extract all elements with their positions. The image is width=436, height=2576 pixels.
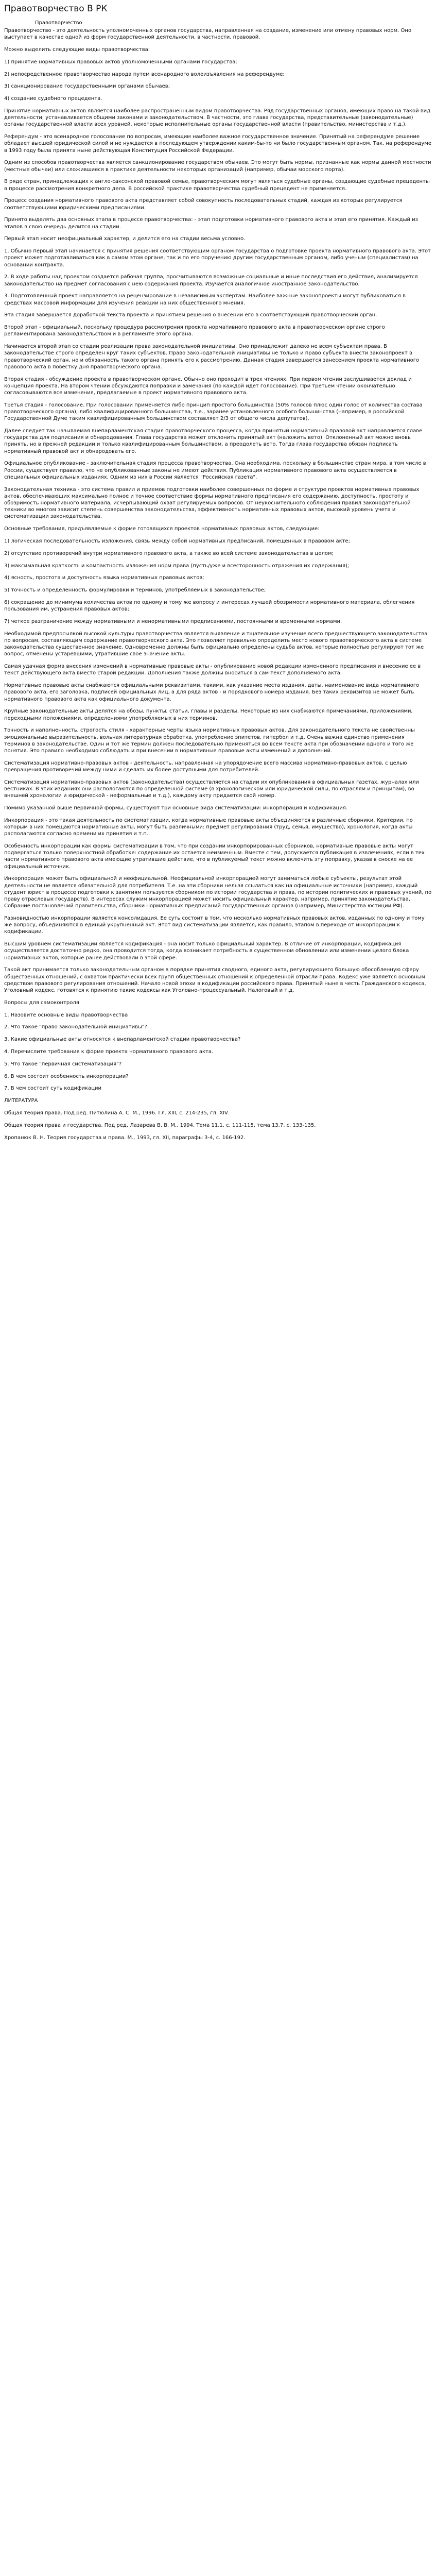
document-page (0, 0, 436, 1141)
paragraph: 4. Перечислите требования к форме проекта нормативного правового акта. (4, 1049, 214, 1055)
paragraph: Систематизация нормативно-правовых актов - деятельность, направленная на упорядочение всего массива нормативно-правовых актов, с целью превращения противоречий между ними и сделать их более доступными для потребителей. (4, 760, 407, 773)
paragraph: Одним из способов правотворчества является санкционирование государством обычаев. Это могут быть нормы, признанные как нормы данной местности (местные обычаи) или сложившиеся в практике деятельности некоторых организаций (например, обычаи морского порта). (4, 160, 431, 173)
paragraph: 1. Обычно первый этап начинается с принятия решения соответствующим органом государства о подготовке проекта нормативного правового акта. Этот проект может подготавливаться как в самом этом органе, так и по его поручению другим государственным органом, либо ученым (специалистам) на основании контракта. (4, 248, 431, 268)
paragraph: 1. Назовите основные виды правотворчества (4, 1012, 128, 1018)
paragraph: Принято выделять два основных этапа в процессе правотворчества: - этап подготовки нормативного правового акта и этап его принятия. Каждый из этапов в свою очередь делится на стадии. (4, 217, 418, 230)
paragraph: Процесс создания нормативного правового акта представляет собой совокупность последовательных стадий, каждая из которых регулируется соответствующими юридическими предписаниями. (4, 198, 403, 211)
paragraph: 4) ясность, простота и доступность языка нормативных правовых актов; (4, 575, 204, 581)
paragraph: Первый этап носит неофициальный характер, и делится его на стадии весьма условно. (4, 236, 246, 242)
paragraph: 3) максимальная краткость и компактность изложения норм права (пусть/уже и всесторонность отражения их содержания); (4, 563, 350, 569)
paragraph: 7. В чем состоит суть кодификации (4, 1086, 102, 1092)
paragraph: Вопросы для самоконтроля (4, 999, 79, 1006)
paragraph: Разновидностью инкорпорации является консолидация. Ее суть состоит в том, что несколько нормативных правовых актов, изданных по одному и тому же вопросу, объединяются в единый укрупненный акт. Этот вид систематизации является, как правило, этапом в переходе от инкорпорации к кодификации. (4, 916, 425, 935)
paragraph: Правотворчество - это деятельность уполномоченных органов государства, направленная на создание, изменение или отмену правовых норм. Оно выступает в качестве одной из форм государственной деятельности, в частности, правовой. (4, 28, 412, 41)
paragraph: Эта стадия завершается доработкой текста проекта и принятием решения о внесении его в соответствующий правотворческий орган. (4, 312, 377, 318)
paragraph: Высшим уровнем систематизации является кодификация - она носит только официальный характер. В отличие от инкорпорации, кодификация осуществляется достаточно редко, она проводится тогда, когда возникает потребность в существенном обновлении или изменении целого блока нормативных актов, которые ранее действовали в этой сфере. (4, 941, 409, 961)
paragraph: Нормативные правовые акты снабжаются официальными реквизитами, такими, как указание места издания, даты, наименование вида нормативного правового акта, его заголовка, подписей официальных лиц, а для ряда актов - и порядкового номера издания. Без таких реквизитов не может быть нормативного правового акта как официального документа. (4, 683, 420, 702)
paragraph: Законодательная техника - это система правил и приемов подготовки наиболее совершенных по форме и структуре проектов нормативных правовых актов, обеспечивающих максимально полное и точное соответствие формы нормативного предписания его содержанию, доступность, простоту и обозримость нормативного материала, исчерпывающий охват регулируемых вопросов. От неукоснительного соблюдения правил законодательной техники во многом зависит степень совершенства законодательства, эффективность нормативных правовых актов, высокий уровень учета и систематизации законодательства. (4, 486, 420, 520)
paragraph: Крупные законодательные акты делятся на обозы, пункты, статьи, главы и разделы. Некоторые из них снабжаются примечаниями, приложениями, переходными положениями, определениями употребляемых в них терминов. (4, 708, 413, 721)
paragraph: 3) санкционирование государственными органами обычаев; (4, 83, 170, 90)
paragraph: Вторая стадия - обсуждение проекта в правотворческом органе. Обычно оно проходит в трех чтениях. При первом чтении заслушивается доклад и концепция проекта. На втором чтении обсуждаются поправки и замечания (по каждой идет голосование). При третьем чтении окончательно согласовываются все изменения, предлагаемые в проект нормативного правового акта. (4, 376, 412, 396)
paragraph: Особенность инкорпорации как формы систематизации в том, что при создании инкорпорированных сборников, нормативные правовые акты могут подвергаться только поверхностной обработке: содержание их остается неизменным. Вместе с тем, допускается публикация в извлечениях, если в тех части нормативного правового акта имеющие утратившие действие, что в публикуемый текст можно включить эту поправку, указав в сноске на ее официальный источник. (4, 843, 425, 870)
paragraph: Общая теория права и государства. Под ред. Лазарева В. В. М., 1994. Тема 11.1, с. 111-115, тема 13.7, с. 133-135. (4, 1122, 316, 1128)
paragraph: Инкорпорация - это такая деятельность по систематизации, когда нормативные правовые акты объединяются в различные сборники. Критерии, по которым в них помещаются нормативные акты, могут быть различными: предмет регулирования (труд, семья, имущество), хронология, когда акты располагаются согласно времени их принятия и т.п. (4, 817, 413, 837)
paragraph: 2. В ходе работы над проектом создается рабочая группа, просчитываются возможные социальные и иные последствия его действия, анализируется законодательство на предмет согласования с нею содержания проекта. Изучается аналогичное иностранное законодательство. (4, 274, 418, 287)
section-subtitle: Правотворчество (35, 20, 82, 26)
paragraph: Принятие нормативных актов является наиболее распространенным видом правотворчества. Ряд государственных органов, имеющих право на такой вид деятельности, устанавливается общими законами и законодательством. В частности, это глава государства, представительные (законодательные) органы государственной власти всех уровней, некоторые исполнительные органы государственной власти (правительство, министерства и т.д.). (4, 108, 431, 128)
paragraph: Начинается второй этап со стадии реализации права законодательной инициативы. Оно принадлежит далеко не всем субъектам права. В законодательстве строго определен круг таких субъектов. Право законодательной инициативы не только и право субъекта внести законопроект в правотворческий орган, но и обязанность такого органа принять его к рассмотрению. Данная стадия завершается занесением проекта нормативного правового акта в повестку дня правотворческого органа. (4, 344, 420, 370)
paragraph: Хропанюк В. Н. Теория государства и права. М., 1993, гл. XII, параграфы 3-4, с. 166-192. (4, 1134, 246, 1141)
paragraph: Основные требования, предъявляемые к форме готовящихся проектов нормативных правовых актов, следующие: (4, 526, 320, 532)
paragraph: 2) непосредственное правотворчество народа путем всенародного волеизъявления на референдуме; (4, 71, 285, 77)
paragraph: Помимо указанной выше первичной формы, существуют три основные вида систематизации: инкорпорация и кодификация. (4, 805, 348, 811)
paragraph: Необходимой предпосылкой высокой культуры правотворчества является выявление и тщательное изучение всего предшествующего законодательства по вопросам, составляющим содержание правотворческого акта. Это позволяет правильно определить место нового правотворческого акта в системе законодательства существенное значение. Одновременно должны быть официально определены судьба актов, которые полностью регулируют тот же вопрос, отменены устаревшими, утратившие свое значение акты. (4, 631, 428, 657)
paragraph: Официальное опубликование - заключительная стадия процесса правотворчества. Она необходима, поскольку в большинстве стран мира, в том числе в России, существует правило, что не опубликованные законы не имеют действия. Публикация нормативного правового акта осуществляется в специальных официальных изданиях. Одним из них в России является "Российская газета". (4, 461, 426, 480)
paragraph: 6) сокращение до минимума количества актов по одному и тому же вопросу и интересах лучшей обозримости нормативного материала, облегчения пользования им, устранения правовых актов; (4, 600, 415, 613)
paragraph: 7) четкое разграничение между нормативными и ненормативными предписаниями, постоянными и временными нормами. (4, 619, 342, 624)
page-title: Правотворчество В РК (4, 4, 108, 14)
paragraph: 5. Что такое "первичная систематизация"? (4, 1061, 122, 1067)
paragraph: Такой акт принимается только законодательным органом в порядке принятия сводного, единого акта, регулирующего большую обособленную сферу общественных отношений, с охватом практически всех групп общественных отношений к определенной отрасли права. Кодекс уже является основным средством правового регулирования отношений. Начало новой эпохи в кодификации российского права. Принятый ныне в честь Гражданского кодекса, Уголовный кодекс, готовятся к принятию такие кодексы как Уголовно-процессуальный, Налоговый и т.д. (4, 967, 426, 994)
paragraph: 5) точность и определенность формулировки и терминов, употребляемых в законодательстве; (4, 587, 266, 594)
paragraph: В ряде стран, принадлежащих к англо-саксонской правовой семье, правотворческим могут являться судебные органы, создающие судебные прецеденты в процессе рассмотрения конкретного дела. В российской практике правотворчества судебный прецедент не применяется. (4, 179, 430, 192)
paragraph: Инкорпорация может быть официальной и неофициальной. Неофициальной инкорпорацией могут заниматься любые субъекты, результат этой деятельности не является обязательной для потребителя. Т.е. на эти сборники нельзя ссылаться как на официальные источники (например, каждый студент юрист в процессе подготовки к занятиям пользуется сборником по истории государства и права, по истории политических и правовых учений, по праву отраслевых государств). В интересах служим инкорпорацией может носить официальный характер, например, принятие законодательства, Собрание постановлений правительства, сборники нормативных предписаний государственных органов (например, Министерства юстиции РФ). (4, 876, 432, 909)
paragraph: 2) отсутствие противоречий внутри нормативного правового акта, а также во всей системе законодательства в целом; (4, 550, 334, 556)
document-body (4, 27, 432, 1141)
paragraph: ЛИТЕРАТУРА (4, 1098, 38, 1104)
paragraph: Референдум - это всенародное голосование по вопросам, имеющим наиболее важное государственное значение. Принятый на референдуме решение обладает высшей юридической силой и не нуждается в последующем утверждении каким-бы-то ни было государственным органом. Так, на референдуме в 1993 году была принята ныне действующая Конституция Российской Федерации. (4, 134, 432, 154)
paragraph: 1) принятие нормативных правовых актов уполномоченными органами государства; (4, 59, 237, 65)
paragraph: Систематизация нормативно-правовых актов (законодательства) осуществляется на стадии их опубликования в официальных газетах, журналах или вестниках. В этих изданиях они распологаются по определенной системе (в хронологическом или юридической силы, по отраслям и принципам), во внешней хронологии и юридической - неформальные и т.д.), каждому акту придается свой номер. (4, 779, 419, 799)
paragraph: 3. Какие официальные акты относятся к внепарламентской стадии правотворчества? (4, 1037, 241, 1043)
paragraph: Второй этап - официальный, поскольку процедура рассмотрения проекта нормативного правового акта в правотворческом органе строго регламентирована законодательством и в регламенте этого органа. (4, 325, 385, 337)
paragraph: 4) создание судебного прецедента. (4, 96, 102, 102)
paragraph: Самая удачная форма внесения изменений в нормативные правовые акты - опубликование новой редакции измененного предписания и внесение ее в текст действующего акта вместо старой редакции. Дополнения также должны вноситься в сам текст дополняемого акта. (4, 664, 421, 676)
paragraph: Точность и наполненность, строгость стиля - характерные черты языка нормативных правовых актов. Для законодательного текста не свойственны эмоциональные выразительность, вольная литературная обработка, употребление эпитетов, гипербол и т.д. Очень важна единство применения терминов в законодательстве. Один и тот же термин должен последовательно применяться во всем тексте акта при обозначении одного и того же понятия. Это правило необходимо соблюдать и при внесении в нормативные правовые акты изменений и дополнений. (4, 727, 415, 754)
paragraph: Общая теория права. Под ред. Питюлина А. С. М., 1996. Гл. XIII, с. 214-235, гл. XIV. (4, 1110, 229, 1116)
paragraph: 1) логическая последовательность изложения, связь между собой нормативных предписаний, помещенных в правовом акте; (4, 538, 350, 545)
paragraph: Третья стадия - голосование. При голосовании применяется либо принцип простого большинства (50% голосов плюс один голос от количества состава правотворческого органа), либо квалифицированного большинства, т.е., заранее установленного особого большинства (например, в российской Государственной Думе таким квалифицированным большинством составляет 2/3 от общего числа депутатов). (4, 402, 423, 422)
paragraph: 3. Подготовленный проект направляется на рецензирование в независимым экспертам. Наиболее важные законопроекты могут публиковаться в средствах массовой информации для изучения реакции на них общественного мнения. (4, 293, 406, 306)
paragraph: Далее следует так называемая внепарламентская стадия правотворческого процесса, когда принятый нормативный правовой акт направляется главе государства для подписания и обнародования. Глава государства может отклонить принятый акт (наложить вето). Отклоненный акт можно вновь принять, но в прежней редакции и только квалифицированным большинством, а преодолеть вето. Тогда глава государства обязан подписать нормативный правовой акт и обнародовать его. (4, 428, 423, 454)
paragraph: 2. Что такое "право законодательной инициативы"? (4, 1024, 147, 1030)
paragraph: 6. В чем состоит особенность инкорпорации? (4, 1073, 129, 1079)
paragraph: Можно выделить следующие виды правотворчества: (4, 47, 150, 53)
